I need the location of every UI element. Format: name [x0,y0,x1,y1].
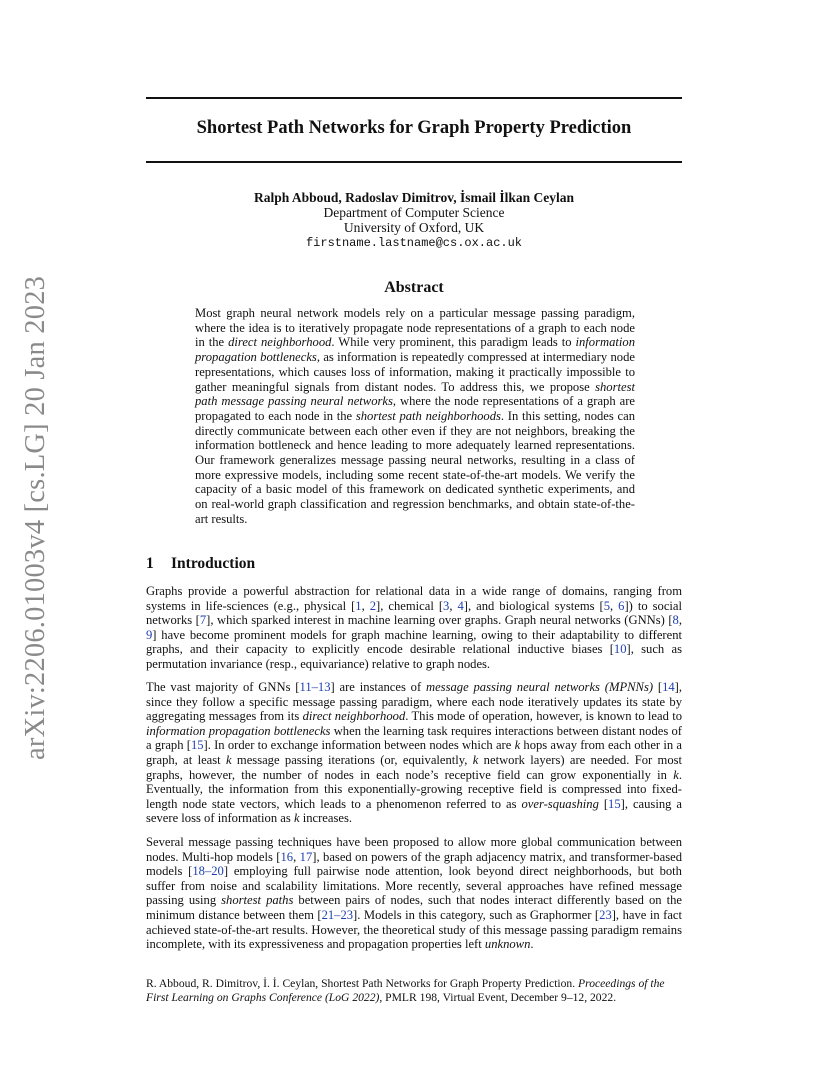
section-number: 1 [146,555,154,572]
citation-link[interactable]: 5 [603,598,611,613]
math-variable: k [293,811,300,826]
math-variable: k [673,767,679,782]
citation-link[interactable]: 17 [299,849,313,864]
citation-link[interactable]: 18–20 [192,864,224,879]
section-title: Introduction [171,555,256,572]
footnote-venue: Proceedings of the First Learning on Graphs Conference (LoG 2022) [146,977,665,1004]
paragraph-text: . This mode of operation, however, is known to lead to [405,709,682,724]
footnote-text: , PMLR 198, Virtual Event, December 9–12, 2022. [379,991,617,1004]
paragraph-text: [ [653,680,663,694]
footnote [146,977,682,1005]
paragraph-text: message passing iterations (or, equivalently, [231,752,473,767]
paragraph-emphasis: direct neighborhood [302,709,406,724]
paragraph-text: increases. [299,811,352,826]
paragraph-text: ]. Models in this category, such as Graphormer [ [353,907,600,922]
section-heading [146,555,255,573]
citation-link[interactable]: 14 [662,680,675,694]
paragraph-text: ], chemical [ [376,598,444,613]
citation-link[interactable]: 1 [355,598,362,613]
citation-link[interactable]: 10 [613,642,627,657]
footnote-text: R. Abboud, R. Dimitrov, İ. İ. Ceylan, Shortest Path Networks for Graph Property Prediction. [146,977,579,990]
citation-link[interactable]: 2 [369,598,377,613]
citation-link[interactable]: 15 [190,738,204,753]
abstract-text: , as information is repeatedly compressed at intermediary node representations, which causes loss of information, making it practically impossible to gather meaningful signals from distant nodes. To address this, we propose [195,350,635,394]
paragraph-text: between pairs of nodes, such that nodes interact differently based on the minimum distance between them [ [146,893,682,922]
paragraph-text: ] are instances of [330,680,426,694]
paragraph-text: ], causing a severe loss of information as [146,796,682,826]
title-rule-top [146,97,682,99]
paragraph-text: . Eventually, the information from this exponentially-growing receptive field is compressed into fixed-length node state vectors, which leads to a phenomenon referred to as [146,767,682,811]
paragraph-text: ], such as permutation invariance (resp., equivariance) relative to graph nodes. [146,642,682,671]
citation-link[interactable]: 23 [599,907,612,922]
author-department: Department of Computer Science [323,205,505,221]
math-variable: k [472,752,479,767]
paragraph-emphasis: message passing neural networks (MPNNs) [426,680,654,694]
paragraph-text: ] have become prominent models for graph machine learning, owing to their adaptability to different graphs, and their capacity to explicitly encode desirable relational inductive biases [ [146,627,682,657]
author-names: Ralph Abboud, Radoslav Dimitrov, İsmail İlkan Ceylan [253,190,575,205]
paragraph-text: [ [598,796,609,811]
math-variable: k [225,752,232,767]
paragraph: Several message passing techniques have been proposed to allow more global communication between nodes. Multi-hop models [16, 17], based on powers of the graph adjacency matrix, and transformer-based models [18–20] employing full pairwise node attention, look beyond direct neighborhoods, but both suffer from noise and scalability limitations. More recently, several approaches have refined message passing using shortest paths between pairs of nodes, such that nodes interact differently based on the minimum distance between them [21–23]. Models in this category, such as Graphormer [23], have in fact achieved state-of-the-art results. However, the theoretical study of this message passing paradigm remains incomplete, with its expressiveness and propagation properties left unknown. [146,835,683,952]
abstract-text: Most graph neural network models rely on a particular message passing paradigm, where the idea is to iteratively propagate node representations of a graph to each node in the [195,306,635,350]
paragraph-emphasis: shortest paths [221,893,294,908]
citation-link[interactable]: 16 [280,849,294,864]
paragraph-text: ], since they follow a specific message passing paradigm, where each node iteratively updates its state by aggregating messages from its [146,680,682,724]
author-email: firstname.lastname@cs.ox.ac.uk [305,235,523,250]
paragraph-text: Several message passing techniques have been proposed to allow more global communication between nodes. Multi-hop models [ [146,835,682,864]
paragraph-text: ]. In order to exchange information between nodes which are [203,738,515,753]
paragraph-text: ], based on powers of the graph adjacency matrix, and transformer-based models [ [146,849,683,879]
paragraph-text: when the learning task requires interactions between distant nodes of a graph [ [146,723,682,753]
paragraph-text: Graphs provide a powerful abstraction for relational data in a wide range of domains, ranging from systems in life-sciences (e.g., physical [ [146,584,682,613]
abstract-text: . In this setting, nodes can directly communicate between each other even if they are not neighbors, breaking the information bottleneck and hence leading to more adequately learned representations. Our framework generalizes message passing neural networks, resulting in a class of more expressive models, including some recent state-of-the-art models. We verify the capacity of a basic model of this framework on dedicated synthetic experiments, and on real-world graph classification and regression benchmarks, and obtain state-of-the-art results. [195,408,635,526]
paragraph-emphasis: over-squashing [521,796,599,811]
citation-link[interactable]: 15 [608,796,621,811]
citation-link[interactable]: 7 [199,613,207,628]
abstract-text: . While very prominent, this paradigm leads to [331,335,576,350]
citation-link[interactable]: 6 [618,598,625,613]
paragraph-text: hops away from each other in a graph, at least [146,738,682,767]
citation-link[interactable]: 9 [146,627,153,642]
paragraph-text: network layers) are needed. For most graphs, however, the number of nodes in each node’s receptive field can grow exponentially in [146,752,683,782]
abstract-text: , where the node representations of a graph are propagated to each node in the [195,394,635,423]
paragraph: Graphs provide a powerful abstraction for relational data in a wide range of domains, ranging from systems in life-sciences (e.g., physical [1, 2], chemical [3, 4], and biological systems [5, 6]) to social networks [7], which sparked interest in machine learning over graphs. Graph neural networks (GNNs) [8, 9] have become prominent models for graph machine learning, owing to their adaptability to different graphs, and their capacity to explicitly encode desirable relational inductive biases [10], such as permutation invariance (resp., equivariance) relative to graph nodes. [146,584,683,671]
paragraph-text: . [530,937,534,952]
abstract-heading: Abstract [384,279,444,296]
paragraph-text: ] employing full pairwise node attention, look beyond direct neighborhoods, but both suffer from noise and scalability limitations. More recently, several approaches have refined message passing using [146,864,682,908]
citation-link[interactable]: 11–13 [299,680,331,694]
citation-link[interactable]: 3 [443,598,450,613]
paragraph-text: ]) to social networks [ [146,598,683,628]
abstract-emphasis: shortest path neighborhoods [355,408,501,423]
arxiv-identifier-stamp: arXiv:2206.01003v4 [cs.LG] 20 Jan 2023 [20,275,51,760]
author-university: University of Oxford, UK [343,220,485,236]
paragraph [146,680,682,826]
abstract-emphasis: information propagation bottlenecks [195,335,635,365]
paragraph-text: ], and biological systems [ [463,598,604,613]
abstract-emphasis: shortest path message passing neural networks [195,379,635,409]
paragraph-text: The vast majority of GNNs [ [146,680,300,694]
abstract-body [195,306,635,527]
paragraph-emphasis: information propagation bottlenecks [146,723,331,738]
abstract-emphasis: direct neighborhood [228,335,332,350]
paragraph-emphasis: unknown [484,937,531,952]
author-block [146,190,682,251]
paper-title: Shortest Path Networks for Graph Property Prediction [196,118,632,138]
citation-link[interactable]: 8 [672,613,679,628]
citation-link[interactable]: 21–23 [321,907,354,922]
citation-link[interactable]: 4 [457,598,464,613]
title-rule-bottom [146,161,682,163]
paragraph-text: ], which sparked interest in machine learning over graphs. Graph neural networks (GNNs) [ [206,613,673,628]
math-variable: k [514,738,521,753]
paragraph-text: ], have in fact achieved state-of-the-art results. However, the theoretical study of this message passing paradigm remains incomplete, with its expressiveness and propagation properties left [146,907,683,952]
